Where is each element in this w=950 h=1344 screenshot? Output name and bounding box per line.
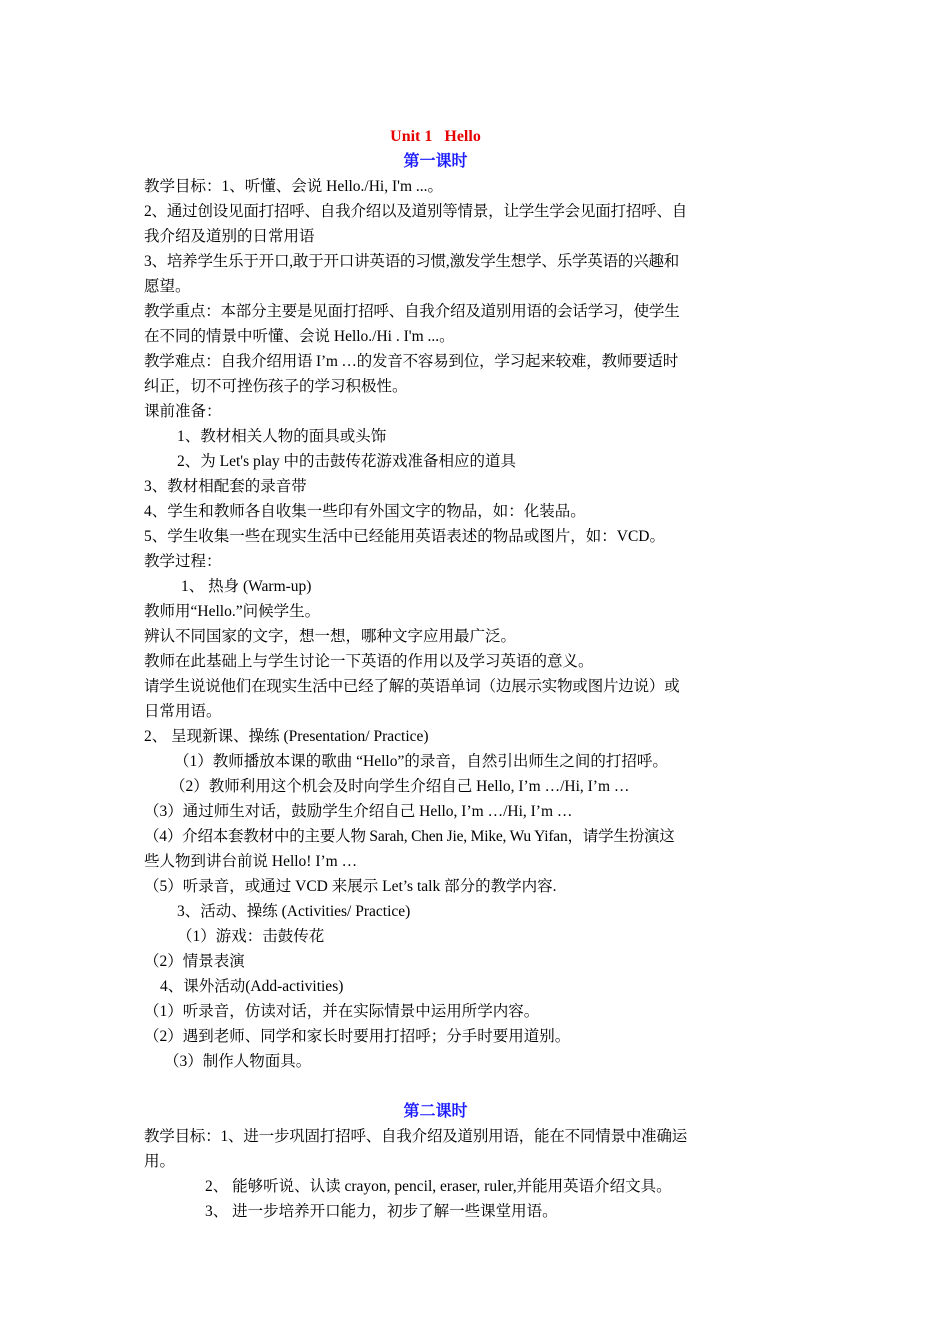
- text-line: 2、通过创设见面打招呼、自我介绍以及道别等情景，让学生学会见面打招呼、自: [144, 203, 688, 220]
- list-item: （3）制作人物面具。: [164, 1053, 312, 1070]
- text-line: 教学目标：1、听懂、会说 Hello./Hi, I'm ...。: [144, 178, 444, 195]
- list-item: （1）教师播放本课的歌曲 “Hello”的录音，自然引出师生之间的打招呼。: [174, 753, 668, 770]
- list-item: 5、学生收集一些在现实生活中已经能用英语表述的物品或图片，如：VCD。: [144, 528, 665, 545]
- list-item: （2）遇到老师、同学和家长时要用打招呼；分手时要用道别。: [144, 1028, 571, 1045]
- text-line: 教师用“Hello.”问候学生。: [144, 603, 321, 620]
- text-line: 教学重点：本部分主要是见面打招呼、自我介绍及道别用语的会话学习，使学生: [144, 303, 680, 320]
- text-line: 教学难点：自我介绍用语 I’m …的发音不容易到位，学习起来较难，教师要适时: [144, 353, 679, 370]
- text-line: 教师在此基础上与学生讨论一下英语的作用以及学习英语的意义。: [144, 653, 594, 670]
- text-line: 我介绍及道别的日常用语: [144, 228, 315, 245]
- list-item: 2、为 Let's play 中的击鼓传花游戏准备相应的道具: [177, 453, 517, 470]
- text-line: 日常用语。: [144, 703, 222, 720]
- list-item: （5）听录音，或通过 VCD 来展示 Let’s talk 部分的教学内容.: [144, 878, 557, 895]
- text-line: 辨认不同国家的文字，想一想，哪种文字应用最广泛。: [144, 628, 517, 645]
- list-item: 1、教材相关人物的面具或头饰: [177, 428, 387, 445]
- section-heading: 4、课外活动(Add-activities): [160, 978, 344, 995]
- lesson-1-body: [144, 174, 726, 1074]
- section-heading: 1、 热身 (Warm-up): [181, 578, 312, 595]
- list-item: （4）介绍本套教材中的主要人物 Sarah, Chen Jie, Mike, Wu Yifan，请学生扮演这: [144, 828, 675, 845]
- text-line: 请学生说说他们在现实生活中已经了解的英语单词（边展示实物或图片边说）或: [144, 678, 680, 695]
- list-item: （1）游戏：击鼓传花: [177, 928, 325, 945]
- section-heading: 2、 呈现新课、操练 (Presentation/ Practice): [144, 728, 429, 745]
- text-line: 教学过程：: [144, 553, 222, 570]
- text-line: 课前准备：: [144, 403, 222, 420]
- text-line: 教学目标：1、进一步巩固打招呼、自我介绍及道别用语，能在不同情景中准确运: [144, 1128, 688, 1145]
- text-line: 在不同的情景中听懂、会说 Hello./Hi . I'm ...。: [144, 328, 455, 345]
- lesson-1-heading: 第一课时: [403, 153, 468, 170]
- list-item: （2）教师利用这个机会及时向学生介绍自己 Hello, I’m …/Hi, I’m …: [170, 778, 630, 795]
- list-item: 2、 能够听说、认读 crayon, pencil, eraser, ruler,并能用英语介绍文具。: [205, 1178, 672, 1195]
- text-line: 愿望。: [144, 278, 191, 295]
- text-line: 些人物到讲台前说 Hello! I’m …: [144, 853, 358, 870]
- text-line: 3、培养学生乐于开口,敢于开口讲英语的习惯,激发学生想学、乐学英语的兴趣和: [144, 253, 680, 270]
- document-page: [144, 124, 726, 1224]
- list-item: （3）通过师生对话，鼓励学生介绍自己 Hello, I’m …/Hi, I’m …: [144, 803, 573, 820]
- text-line: 纠正，切不可挫伤孩子的学习积极性。: [144, 378, 408, 395]
- list-item: 3、 进一步培养开口能力，初步了解一些课堂用语。: [205, 1203, 558, 1220]
- list-item: （2）情景表演: [144, 953, 245, 970]
- list-item: 4、学生和教师各自收集一些印有外国文字的物品，如：化装品。: [144, 503, 586, 520]
- lesson-2-heading: 第二课时: [403, 1103, 468, 1120]
- section-heading: 3、活动、操练 (Activities/ Practice): [177, 903, 411, 920]
- lesson-2-body: [144, 1124, 726, 1224]
- list-item: （1）听录音，仿读对话，并在实际情景中运用所学内容。: [144, 1003, 540, 1020]
- spacer: [144, 1074, 726, 1099]
- document-title: Unit 1 Hello: [390, 128, 481, 145]
- text-line: 用。: [144, 1153, 176, 1170]
- list-item: 3、教材相配套的录音带: [144, 478, 307, 495]
